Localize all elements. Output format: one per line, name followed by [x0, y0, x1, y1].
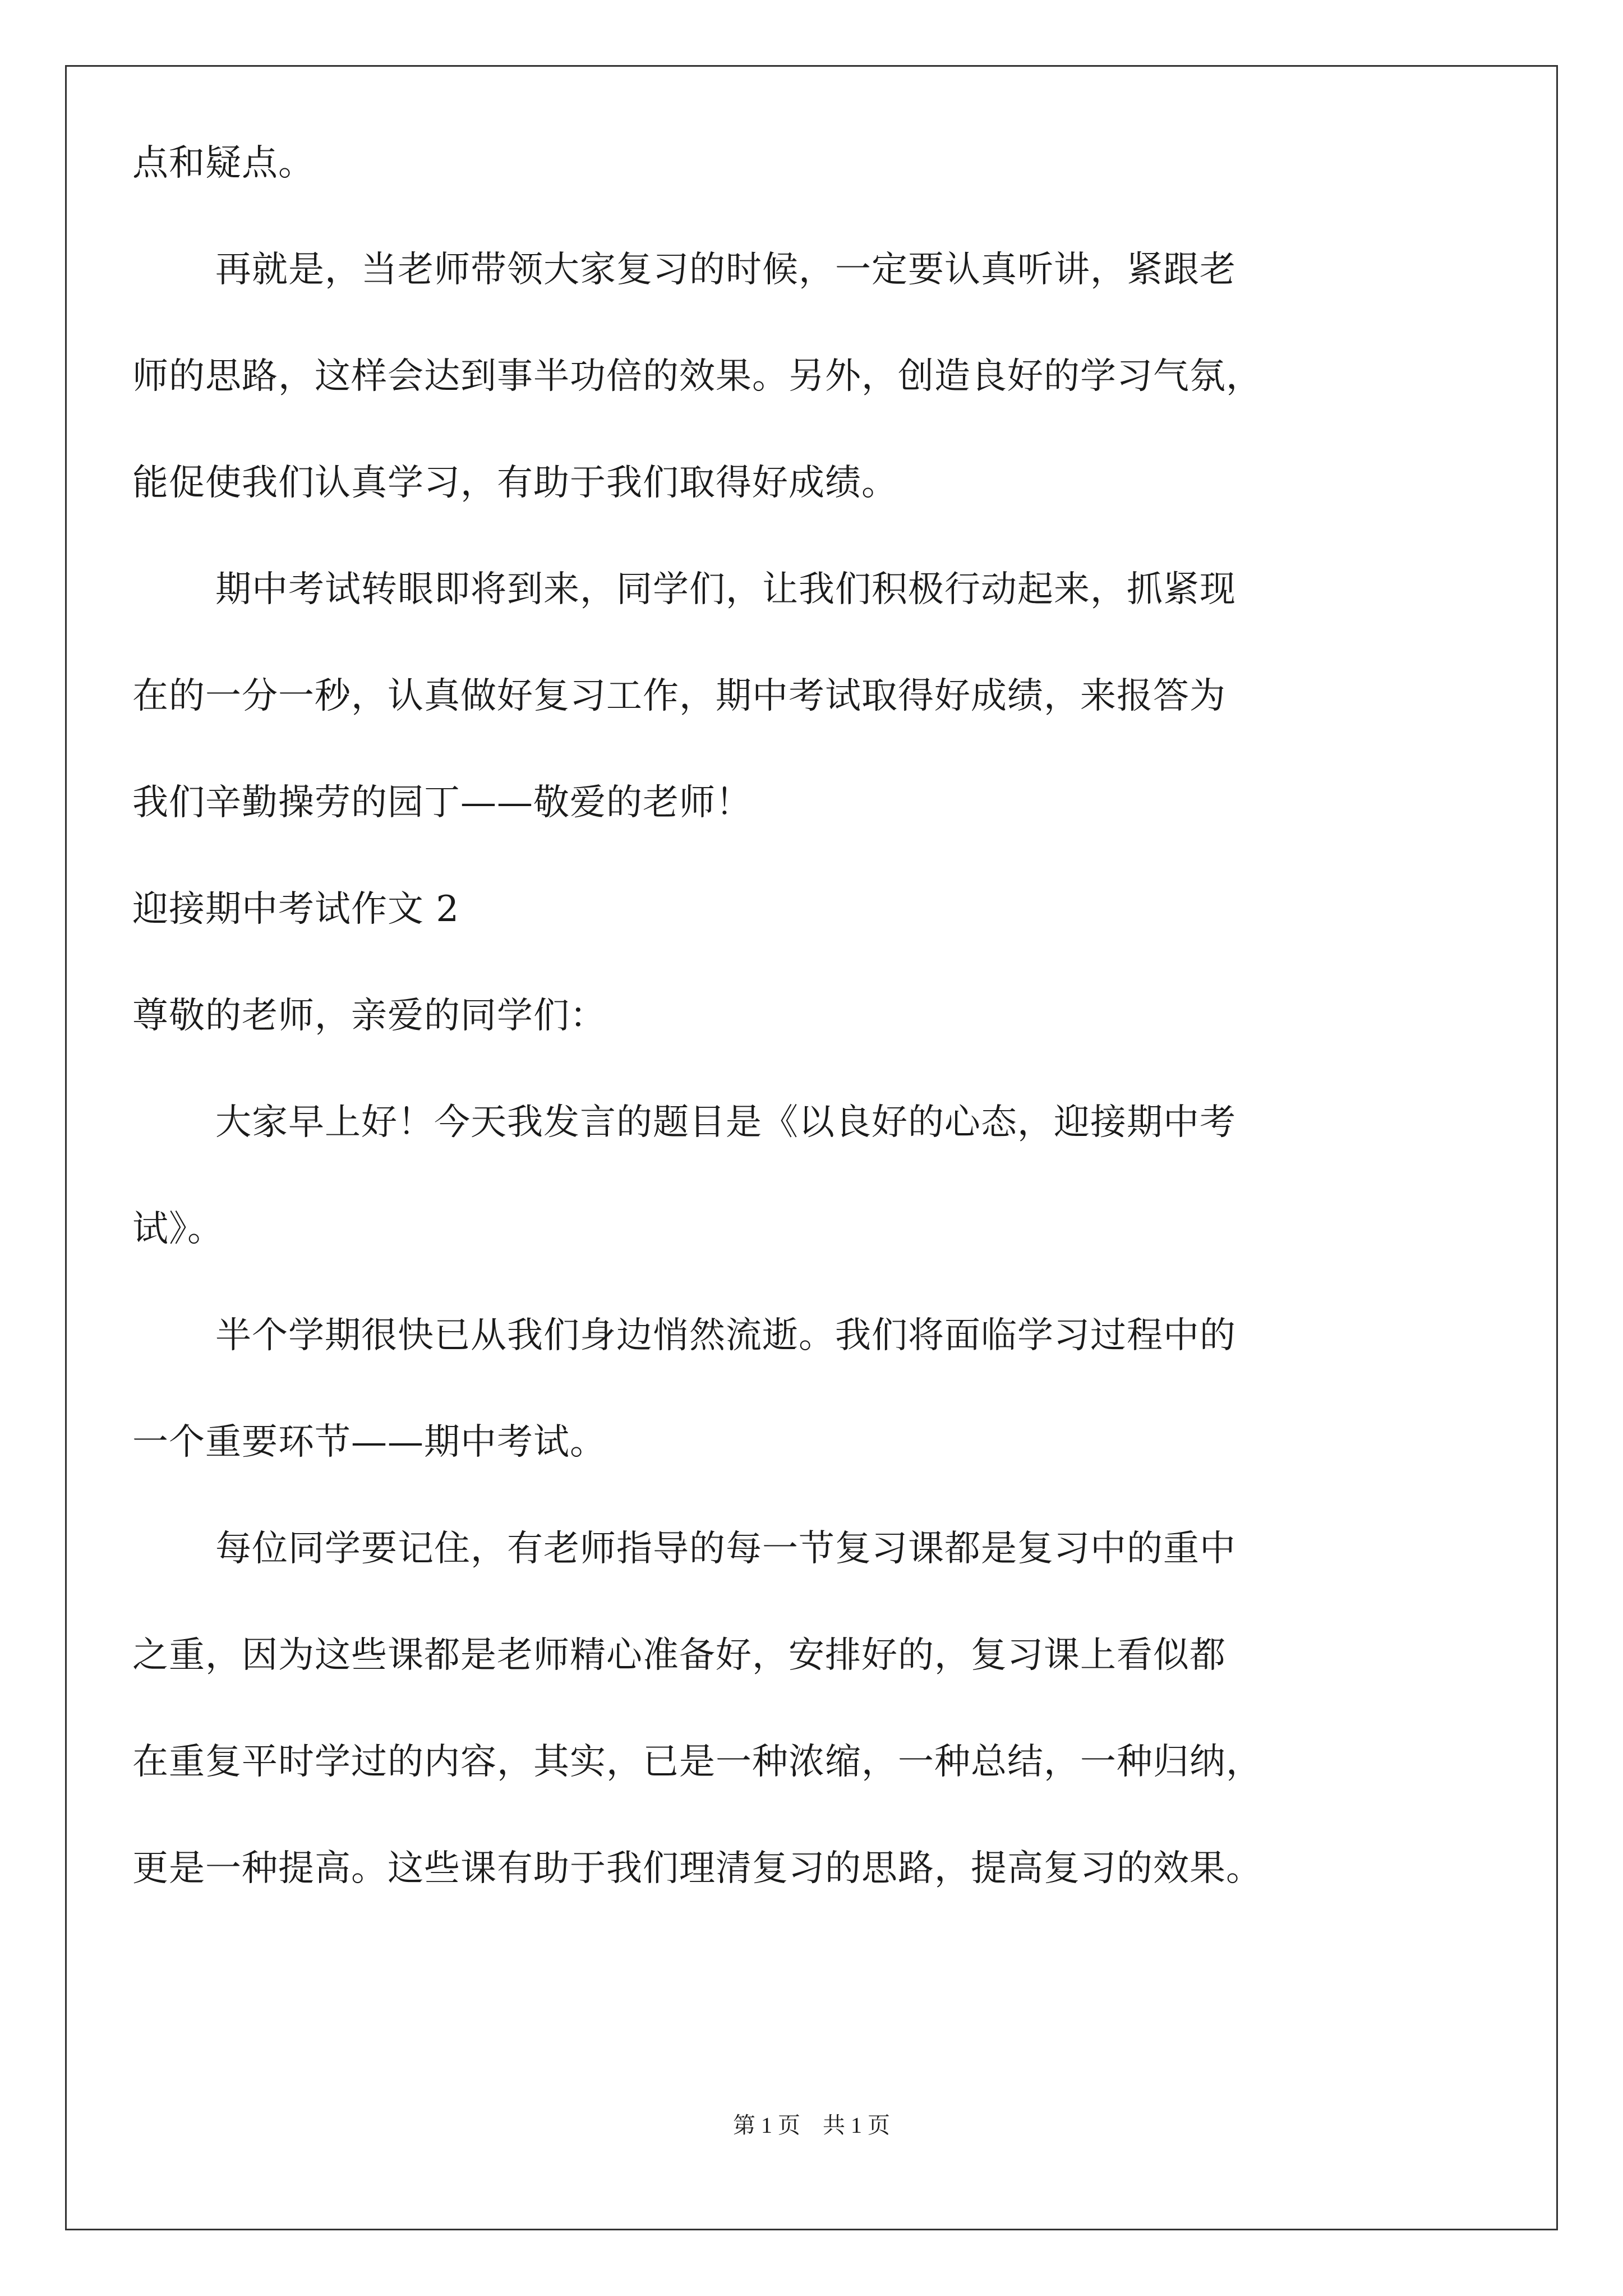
text-line: 点和疑点。 — [132, 142, 315, 184]
paragraph-start: 半个学期很快已从我们身边悄然流逝。我们将面临学习过程中的 — [215, 1315, 1236, 1356]
text-line: 试》。 — [132, 1208, 224, 1250]
section-heading: 迎接期中考试作文 2 — [132, 889, 460, 930]
page-number: 第 1 页 — [733, 2113, 800, 2138]
text-line: 一个重要环节——期中考试。 — [132, 1421, 606, 1463]
paragraph-start: 再就是，当老师带领大家复习的时候，一定要认真听讲，紧跟老 — [215, 249, 1236, 291]
text-line: 之重，因为这些课都是老师精心准备好，安排好的，复习课上看似都 — [132, 1635, 1226, 1676]
page-total: 共 1 页 — [823, 2113, 890, 2138]
text-line: 在重复平时学过的内容，其实，已是一种浓缩，一种总结，一种归纳， — [132, 1741, 1262, 1783]
text-line: 更是一种提高。这些课有助于我们理清复习的思路，提高复习的效果。 — [132, 1848, 1262, 1889]
salutation: 尊敬的老师，亲爱的同学们： — [132, 995, 606, 1037]
page-footer — [0, 2111, 1623, 2139]
text-line: 能促使我们认真学习，有助于我们取得好成绩。 — [132, 462, 898, 504]
paragraph-start: 大家早上好！今天我发言的题目是《以良好的心态，迎接期中考 — [215, 1102, 1236, 1143]
document-body — [132, 110, 1484, 1922]
paragraph-start: 每位同学要记住，有老师指导的每一节复习课都是复习中的重中 — [215, 1528, 1236, 1570]
text-line: 我们辛勤操劳的园丁——敬爱的老师！ — [132, 782, 752, 823]
text-line: 在的一分一秒，认真做好复习工作，期中考试取得好成绩，来报答为 — [132, 675, 1226, 717]
paragraph-start: 期中考试转眼即将到来，同学们，让我们积极行动起来，抓紧现 — [215, 569, 1236, 610]
text-line: 师的思路，这样会达到事半功倍的效果。另外，创造良好的学习气氛， — [132, 356, 1262, 397]
